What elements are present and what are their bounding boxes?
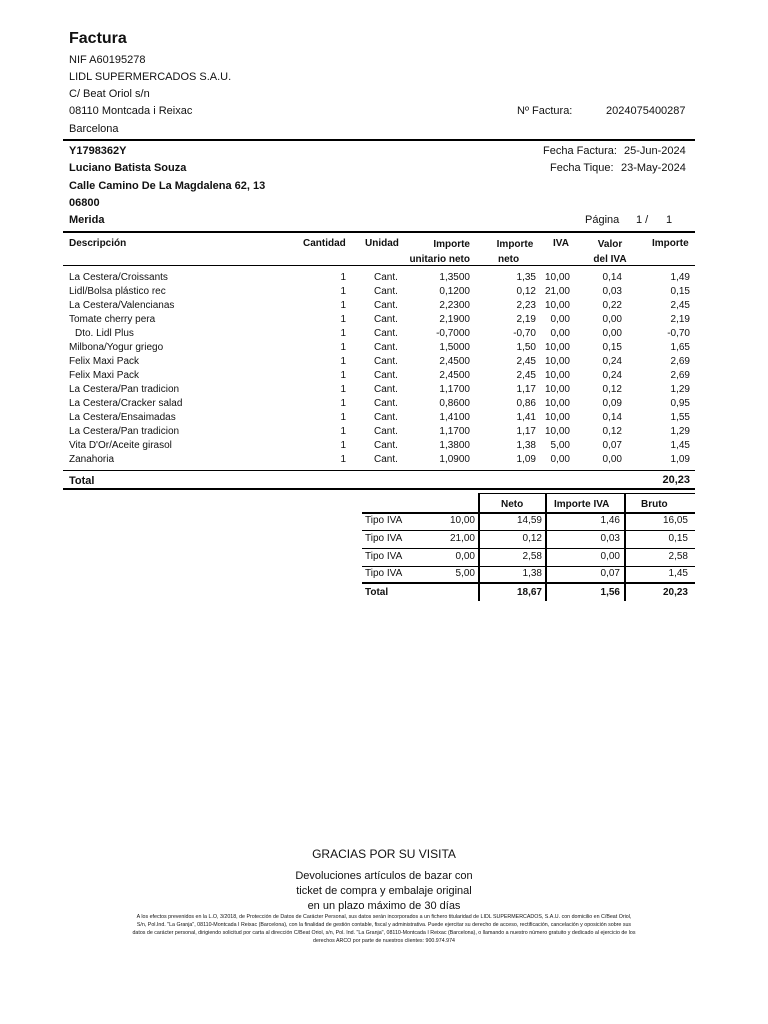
- table-row: [0, 426, 768, 440]
- cell-amount: 1,29: [670, 426, 690, 437]
- cell-desc: Felix Maxi Pack: [69, 356, 140, 367]
- items-total: 20,23: [662, 474, 690, 486]
- cell-desc: La Cestera/Cracker salad: [69, 398, 183, 409]
- page-current: 1 /: [636, 214, 649, 226]
- table-row: [0, 398, 768, 412]
- cell-iva: 10,00: [544, 300, 570, 311]
- ticket-date: 23-May-2024: [621, 162, 686, 174]
- legal-notice: A los efectos prevenidos en la L.O, 3/2018, de Protección de Datos de Carácter Personal, sus datos serán incorporados a un fichero titularidad de LIDL SUPERMERCADOS, S.A.U. con domicilio en C/Beat Oriol, S/n, Pol.Ind. "La Granja", 08110-Montcada I Reixac (Barcelona), con la finalidad de gestión contable, fiscal y administrativa. Puede ejercitar su derecho de acceso, rectificación, cancelación y oposición sobre sus datos de carácter personal, dirigiendo solicitud por carta al dirección C/Beat Oriol, s/n, Pol. Ind. "La Granja", 08110-Montcada I Reixac (Barcelona), o llamando a nuestro número gratuito y dedicado al ejercicio de los derechos ARCO por parte de nuestros clientes: 900.974.974: [132, 914, 636, 944]
- cell-unit-net: 0,1200: [439, 286, 470, 297]
- cell-desc: Felix Maxi Pack: [69, 370, 140, 381]
- table-row: [0, 328, 768, 342]
- cell-unit: Cant.: [374, 398, 398, 409]
- invoice-date-label: Fecha Factura:: [543, 145, 617, 157]
- cell-unit: Cant.: [374, 370, 398, 381]
- vat-cell-bruto: 2,58: [668, 551, 688, 562]
- cell-unit: Cant.: [374, 286, 398, 297]
- customer-name: Luciano Batista Souza: [69, 162, 187, 174]
- cell-iva: 10,00: [544, 356, 570, 367]
- cell-unit-net: 2,2300: [439, 300, 470, 311]
- cell-unit-net: 1,3500: [439, 272, 470, 283]
- cell-unit: Cant.: [374, 384, 398, 395]
- cell-qty: 1: [340, 454, 346, 465]
- cell-iva: 10,00: [544, 342, 570, 353]
- cell-iva: 0,00: [550, 328, 570, 339]
- cell-unit-net: 2,1900: [439, 314, 470, 325]
- cell-qty: 1: [340, 328, 346, 339]
- cell-qty: 1: [340, 286, 346, 297]
- vat-row: [0, 533, 768, 547]
- table-row: [0, 384, 768, 398]
- table-row: [0, 314, 768, 328]
- cell-iva: 10,00: [544, 398, 570, 409]
- returns-line-3: en un plazo máximo de 30 días: [307, 900, 461, 912]
- vat-cell-iva: 1,46: [600, 515, 620, 526]
- cell-desc: Milbona/Yogur griego: [69, 342, 164, 353]
- vat-cell-rate: 10,00: [449, 515, 475, 526]
- cell-desc: Tomate cherry pera: [69, 314, 156, 325]
- cell-unit: Cant.: [374, 300, 398, 311]
- vat-cell-neto: 0,12: [522, 533, 542, 544]
- cell-iva: 10,00: [544, 426, 570, 437]
- cell-unit: Cant.: [374, 412, 398, 423]
- cell-desc: Lidl/Bolsa plástico rec: [69, 286, 166, 297]
- seller-name: LIDL SUPERMERCADOS S.A.U.: [69, 71, 232, 83]
- cell-iva: 10,00: [544, 384, 570, 395]
- vat-cell-rate: 5,00: [455, 568, 475, 579]
- table-row: [0, 370, 768, 384]
- cell-qty: 1: [340, 440, 346, 451]
- vat-cell-iva: 0,07: [600, 568, 620, 579]
- ticket-date-label: Fecha Tique:: [550, 162, 614, 174]
- vat-cell-neto: 14,59: [516, 515, 542, 526]
- thanks-message: GRACIAS POR SU VISITA: [312, 847, 456, 861]
- customer-postal: 06800: [69, 197, 100, 209]
- cell-amount: 0,15: [670, 286, 690, 297]
- seller-postal-city: 08110 Montcada i Reixac: [69, 105, 193, 117]
- vat-total-bruto: 20,23: [662, 587, 688, 598]
- cell-net: 2,45: [516, 356, 536, 367]
- cell-unit: Cant.: [374, 342, 398, 353]
- cell-qty: 1: [340, 272, 346, 283]
- cell-iva-val: 0,12: [602, 384, 622, 395]
- cell-qty: 1: [340, 412, 346, 423]
- cell-qty: 1: [340, 314, 346, 325]
- col-cantidad: Cantidad: [303, 238, 346, 249]
- vat-total-iva: 1,56: [600, 587, 620, 598]
- cell-amount: 2,69: [670, 356, 690, 367]
- invoice-date: 25-Jun-2024: [624, 145, 686, 157]
- cell-desc: Dto. Lidl Plus: [75, 328, 134, 339]
- seller-street: C/ Beat Oriol s/n: [69, 88, 150, 100]
- cell-qty: 1: [340, 342, 346, 353]
- table-row: [0, 412, 768, 426]
- cell-desc: Vita D'Or/Aceite girasol: [69, 440, 172, 451]
- col-descripcion: Descripción: [69, 238, 127, 249]
- vat-cell-bruto: 1,45: [668, 568, 688, 579]
- cell-iva: 21,00: [544, 286, 570, 297]
- cell-unit: Cant.: [374, 440, 398, 451]
- vat-cell-neto: 2,58: [522, 551, 542, 562]
- col-valor-iva: Valor del IVA: [593, 239, 627, 265]
- cell-iva: 5,00: [550, 440, 570, 451]
- cell-iva-val: 0,03: [602, 286, 622, 297]
- table-row: [0, 300, 768, 314]
- cell-iva-val: 0,12: [602, 426, 622, 437]
- cell-unit-net: 1,3800: [439, 440, 470, 451]
- seller-nif: NIF A60195278: [69, 54, 146, 66]
- col-importe-neto: Importe neto: [496, 239, 534, 265]
- items-total-label: Total: [69, 475, 95, 487]
- col-iva: IVA: [553, 238, 569, 249]
- cell-net: 1,17: [516, 384, 536, 395]
- cell-net: 1,35: [516, 272, 536, 283]
- cell-desc: La Cestera/Valencianas: [69, 300, 175, 311]
- cell-iva: 10,00: [544, 412, 570, 423]
- cell-amount: 1,09: [670, 454, 690, 465]
- returns-line-2: ticket de compra y embalaje original: [296, 885, 472, 897]
- cell-iva-val: 0,14: [602, 272, 622, 283]
- table-row: [0, 356, 768, 370]
- invoice-number: 2024075400287: [606, 105, 686, 117]
- cell-net: 2,45: [516, 370, 536, 381]
- vat-col-neto: Neto: [501, 499, 524, 510]
- table-row: [0, 440, 768, 454]
- cell-unit-net: 1,1700: [439, 426, 470, 437]
- vat-row: [0, 568, 768, 582]
- cell-unit: Cant.: [374, 328, 398, 339]
- cell-net: 1,50: [516, 342, 536, 353]
- cell-iva: 0,00: [550, 454, 570, 465]
- cell-net: -0,70: [513, 328, 536, 339]
- cell-iva-val: 0,22: [602, 300, 622, 311]
- cell-qty: 1: [340, 426, 346, 437]
- vat-cell-bruto: 16,05: [662, 515, 688, 526]
- cell-amount: 2,69: [670, 370, 690, 381]
- cell-desc: La Cestera/Pan tradicion: [69, 426, 180, 437]
- cell-amount: 2,45: [670, 300, 690, 311]
- vat-total-neto: 18,67: [516, 587, 542, 598]
- cell-unit-net: 1,4100: [439, 412, 470, 423]
- cell-unit: Cant.: [374, 454, 398, 465]
- table-row: [0, 286, 768, 300]
- vat-col-importe-iva: Importe IVA: [554, 499, 610, 510]
- cell-iva-val: 0,24: [602, 370, 622, 381]
- cell-desc: La Cestera/Pan tradicion: [69, 384, 180, 395]
- cell-unit: Cant.: [374, 356, 398, 367]
- col-unidad: Unidad: [365, 238, 399, 249]
- customer-city: Merida: [69, 214, 105, 226]
- page-label: Página: [585, 214, 620, 226]
- table-row: [0, 272, 768, 286]
- table-row: [0, 342, 768, 356]
- returns-line-1: Devoluciones artículos de bazar con: [295, 870, 473, 882]
- page-total: 1: [666, 214, 673, 226]
- document-title: Factura: [69, 30, 127, 47]
- cell-amount: 1,29: [670, 384, 690, 395]
- cell-iva-val: 0,14: [602, 412, 622, 423]
- cell-amount: 0,95: [670, 398, 690, 409]
- cell-iva-val: 0,00: [602, 454, 622, 465]
- vat-cell-rate: 21,00: [449, 533, 475, 544]
- cell-amount: 2,19: [670, 314, 690, 325]
- vat-row: [0, 551, 768, 565]
- vat-cell-label: Tipo IVA: [365, 515, 403, 526]
- cell-desc: La Cestera/Croissants: [69, 272, 168, 283]
- cell-net: 1,17: [516, 426, 536, 437]
- cell-net: 1,41: [516, 412, 536, 423]
- cell-net: 2,19: [516, 314, 536, 325]
- cell-unit: Cant.: [374, 272, 398, 283]
- vat-col-bruto: Bruto: [641, 499, 668, 510]
- cell-unit: Cant.: [374, 426, 398, 437]
- cell-unit: Cant.: [374, 314, 398, 325]
- cell-qty: 1: [340, 356, 346, 367]
- vat-total-label: Total: [365, 587, 389, 598]
- cell-unit-net: 1,5000: [439, 342, 470, 353]
- cell-qty: 1: [340, 398, 346, 409]
- customer-address: Calle Camino De La Magdalena 62, 13: [69, 180, 266, 192]
- cell-iva-val: 0,24: [602, 356, 622, 367]
- col-importe: Importe: [652, 238, 689, 249]
- cell-qty: 1: [340, 370, 346, 381]
- col-importe-unitario: Importe unitario neto: [409, 239, 470, 265]
- cell-unit-net: 1,0900: [439, 454, 470, 465]
- vat-row: [0, 515, 768, 529]
- vat-cell-label: Tipo IVA: [365, 551, 403, 562]
- cell-unit-net: 1,1700: [439, 384, 470, 395]
- vat-cell-iva: 0,00: [600, 551, 620, 562]
- cell-iva-val: 0,15: [602, 342, 622, 353]
- vat-cell-rate: 0,00: [455, 551, 475, 562]
- cell-unit-net: 0,8600: [439, 398, 470, 409]
- cell-amount: -0,70: [667, 328, 690, 339]
- customer-id: Y1798362Y: [69, 145, 127, 157]
- vat-cell-bruto: 0,15: [668, 533, 688, 544]
- cell-iva: 10,00: [544, 370, 570, 381]
- table-row: [0, 454, 768, 468]
- cell-net: 1,09: [516, 454, 536, 465]
- cell-net: 2,23: [516, 300, 536, 311]
- cell-amount: 1,55: [670, 412, 690, 423]
- cell-net: 1,38: [516, 440, 536, 451]
- cell-iva: 0,00: [550, 314, 570, 325]
- cell-qty: 1: [340, 300, 346, 311]
- cell-iva-val: 0,09: [602, 398, 622, 409]
- cell-net: 0,86: [516, 398, 536, 409]
- cell-unit-net: -0,7000: [436, 328, 470, 339]
- cell-iva-val: 0,00: [602, 328, 622, 339]
- cell-amount: 1,45: [670, 440, 690, 451]
- cell-amount: 1,49: [670, 272, 690, 283]
- cell-desc: Zanahoria: [69, 454, 115, 465]
- cell-unit-net: 2,4500: [439, 370, 470, 381]
- cell-iva: 10,00: [544, 272, 570, 283]
- cell-iva-val: 0,00: [602, 314, 622, 325]
- cell-net: 0,12: [516, 286, 536, 297]
- vat-cell-iva: 0,03: [600, 533, 620, 544]
- vat-cell-label: Tipo IVA: [365, 533, 403, 544]
- cell-iva-val: 0,07: [602, 440, 622, 451]
- invoice-number-label: Nº Factura:: [517, 105, 573, 117]
- cell-desc: La Cestera/Ensaimadas: [69, 412, 176, 423]
- cell-qty: 1: [340, 384, 346, 395]
- vat-cell-label: Tipo IVA: [365, 568, 403, 579]
- seller-province: Barcelona: [69, 123, 119, 135]
- cell-amount: 1,65: [670, 342, 690, 353]
- cell-unit-net: 2,4500: [439, 356, 470, 367]
- vat-cell-neto: 1,38: [522, 568, 542, 579]
